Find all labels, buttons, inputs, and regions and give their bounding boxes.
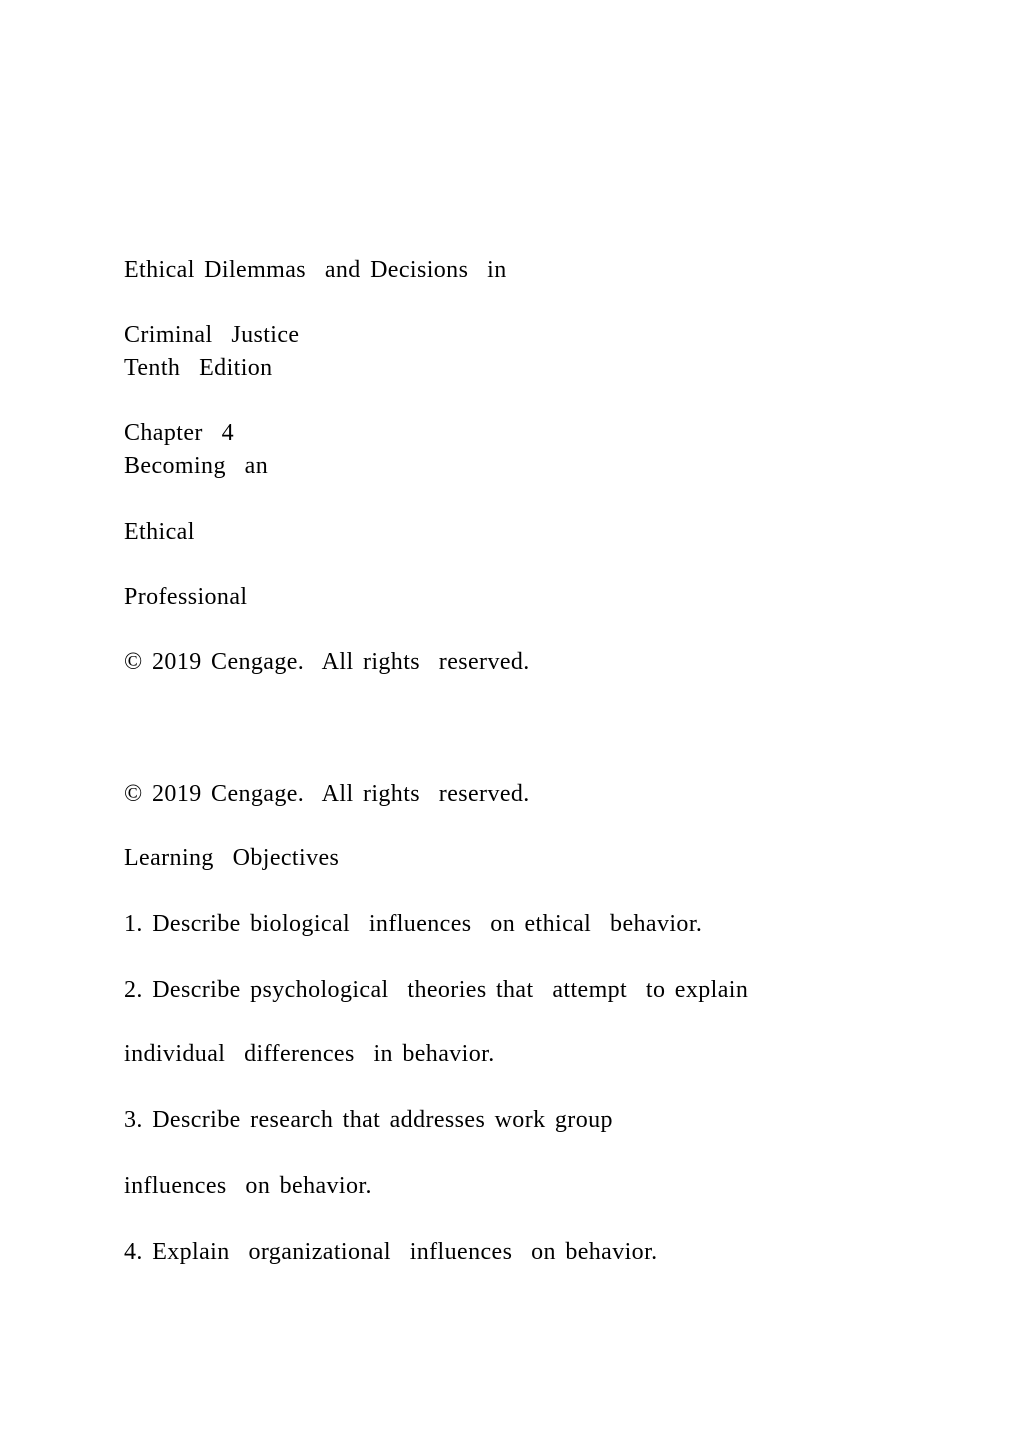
objectives-heading: Learning Objectives — [124, 845, 340, 871]
objective-line: influences on behavior. — [124, 1173, 372, 1199]
copyright-notice-repeat: © 2019 Cengage. All rights reserved. — [124, 781, 530, 807]
chapter-title-line-2: Ethical — [124, 519, 195, 545]
chapter-number: Chapter 4 — [124, 420, 234, 446]
objective-line: individual differences in behavior. — [124, 1041, 495, 1067]
edition-label: Tenth Edition — [124, 355, 273, 381]
chapter-title-line-3: Professional — [124, 584, 248, 610]
book-title-line-2: Criminal Justice — [124, 322, 300, 348]
objective-line: 3. Describe research that addresses work group — [124, 1107, 613, 1133]
copyright-notice: © 2019 Cengage. All rights reserved. — [124, 649, 530, 675]
objective-line: 4. Explain organizational influences on behavior. — [124, 1239, 658, 1265]
chapter-title-line-1: Becoming an — [124, 453, 269, 479]
book-title-line-1: Ethical Dilemmas and Decisions in — [124, 257, 507, 283]
objective-line: 1. Describe biological influences on ethical behavior. — [124, 911, 703, 937]
objective-line: 2. Describe psychological theories that attempt to explain — [124, 977, 749, 1003]
